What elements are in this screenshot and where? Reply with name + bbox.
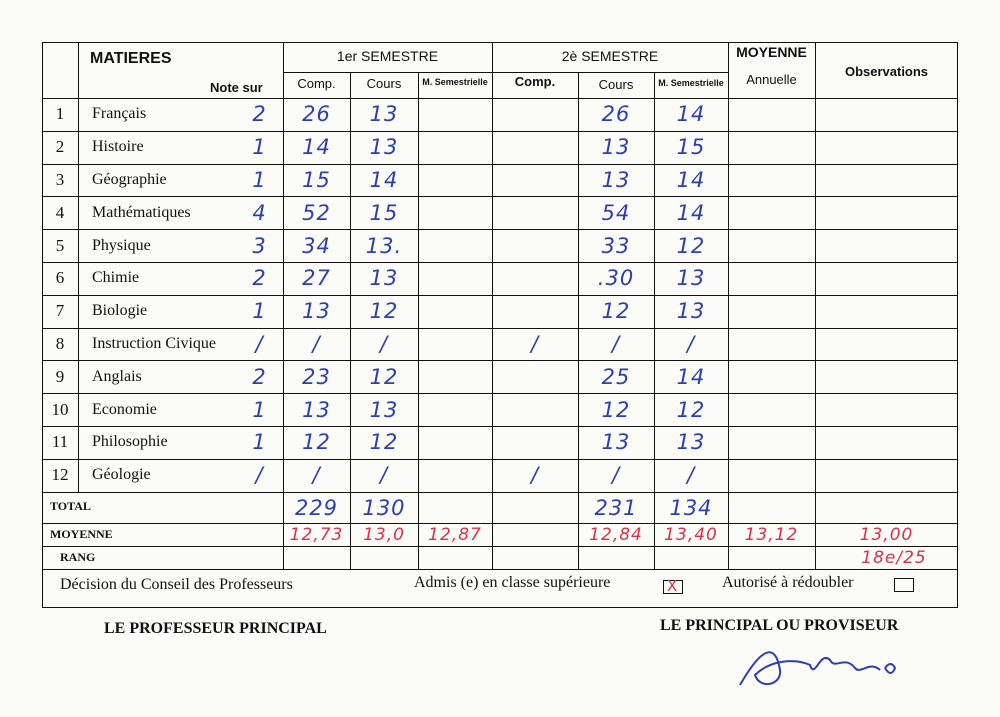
grade-cell: 12 (302, 430, 331, 455)
total-s1-cours: 130 (362, 495, 406, 520)
subject-name: Physique (92, 236, 151, 254)
total-s2-msem: 134 (669, 495, 713, 520)
note-sur-value: 1 (252, 299, 267, 324)
total-s1-comp: 229 (294, 495, 339, 520)
moyenne-s2-cours: 12,84 (589, 524, 643, 545)
grid-line (815, 42, 816, 569)
redoubler-checkbox[interactable] (894, 578, 914, 592)
header-matieres: MATIERES (90, 50, 172, 67)
grade-cell: / (379, 463, 389, 488)
grid-line (418, 72, 419, 569)
rang-label: RANG (60, 550, 96, 564)
grade-cell: 13 (302, 397, 331, 422)
grid-line (78, 42, 79, 492)
signature (720, 630, 920, 700)
header-s1-comp: Comp. (297, 76, 336, 91)
grade-cell: 14 (369, 167, 399, 192)
subject-name: Français (92, 105, 147, 123)
grade-cell: 54 (601, 200, 631, 225)
grade-cell: 12 (601, 397, 631, 422)
grade-cell: 12 (676, 397, 706, 422)
subject-name: Philosophie (92, 433, 168, 451)
grade-cell: 14 (676, 200, 706, 225)
header-s1-cours: Cours (366, 76, 402, 91)
grade-cell: 15 (676, 135, 706, 160)
grade-cell: 23 (302, 364, 331, 389)
row-number: 9 (55, 366, 65, 386)
principal-proviseur: LE PRINCIPAL OU PROVISEUR (660, 617, 899, 634)
header-moyenne: MOYENNE (736, 44, 807, 60)
subject-name: Chimie (92, 269, 140, 287)
subject-name: Economie (92, 400, 157, 418)
subject-name: Géologie (92, 466, 151, 484)
grade-cell: 12 (369, 299, 399, 324)
note-sur-value: / (255, 331, 264, 356)
header-note-sur: Note sur (210, 80, 263, 95)
grade-cell: / (611, 331, 621, 356)
header-observations: Observations (844, 64, 929, 79)
grade-cell (492, 262, 578, 295)
grade-cell: 26 (302, 102, 331, 127)
moyenne-label: MOYENNE (50, 527, 113, 541)
grid-line (42, 569, 958, 570)
grade-cell: 27 (302, 266, 331, 291)
grid-line (728, 42, 729, 569)
grid-line (283, 72, 728, 73)
note-sur-value: 1 (252, 167, 267, 192)
row-number: 10 (51, 399, 69, 419)
moyenne-s1-cours: 13,0 (363, 524, 405, 545)
subject-name: Biologie (92, 302, 148, 320)
grade-cell: / (686, 331, 696, 356)
note-sur-value: 2 (252, 102, 267, 127)
grade-cell (492, 229, 578, 262)
grade-cell: 13 (369, 135, 399, 160)
row-number: 1 (55, 104, 65, 124)
grade-cell (492, 131, 578, 164)
grade-cell: 13 (601, 430, 631, 455)
row-number: 4 (55, 202, 65, 222)
row-number: 3 (55, 169, 65, 189)
decision-admis: Admis (e) en classe supérieure (414, 574, 611, 591)
grade-cell: 13. (365, 233, 403, 258)
grade-cell: 15 (369, 200, 399, 225)
grade-cell: .30 (597, 266, 635, 291)
grade-cell: 25 (601, 364, 631, 389)
row-number: 8 (55, 333, 65, 353)
grade-cell (492, 360, 578, 393)
note-sur-value: 1 (252, 430, 267, 455)
row-number: 5 (55, 235, 65, 255)
note-sur-value: 1 (252, 135, 267, 160)
moyenne-s1-msem: 12,87 (428, 524, 482, 545)
grade-cell (492, 164, 578, 197)
grade-cell: 12 (369, 364, 399, 389)
grade-cell: 13 (676, 299, 706, 324)
grade-cell: 13 (302, 299, 331, 324)
grade-cell (492, 196, 578, 229)
moyenne-annuelle: 13,12 (744, 524, 799, 545)
grade-cell: 15 (302, 167, 331, 192)
note-sur-value: 1 (252, 397, 267, 422)
grade-cell: 13 (369, 102, 399, 127)
grade-cell: 52 (302, 200, 331, 225)
header-s2-comp: Comp. (514, 74, 556, 89)
grade-cell: 12 (369, 430, 399, 455)
row-number: 2 (55, 137, 65, 157)
decision-label: Décision du Conseil des Professeurs (60, 576, 293, 593)
grade-cell: 13 (676, 266, 706, 291)
grade-cell: 13 (676, 430, 706, 455)
grade-cell: 14 (302, 135, 331, 160)
row-number: 12 (51, 465, 69, 485)
grade-cell: / (530, 463, 540, 488)
grade-cell: / (686, 463, 696, 488)
grade-cell: 12 (601, 299, 631, 324)
row-number: 6 (55, 268, 65, 288)
grade-cell: 26 (601, 102, 631, 127)
note-sur-value: 2 (252, 266, 267, 291)
moyenne-observations: 13,00 (859, 524, 914, 545)
grade-cell: 34 (302, 233, 331, 258)
admis-checkbox[interactable] (663, 577, 683, 595)
subject-name: Instruction Civique (92, 334, 216, 352)
grade-cell: 13 (369, 397, 399, 422)
grade-cell: 13 (369, 266, 399, 291)
header-s1-msem: M. Semestrielle (422, 77, 488, 87)
total-label: TOTAL (50, 499, 91, 513)
grade-cell: 14 (676, 167, 706, 192)
decision-redoubler: Autorisé à rédoubler (722, 574, 854, 591)
grade-cell: / (379, 331, 389, 356)
grade-cell (492, 426, 578, 459)
grade-cell: / (611, 463, 621, 488)
note-sur-value: 3 (252, 233, 267, 258)
grade-cell: / (530, 331, 540, 356)
row-number: 7 (55, 301, 65, 321)
grade-cell: / (312, 331, 321, 356)
header-sem1: 1er SEMESTRE (336, 48, 439, 64)
total-s2-cours: 231 (594, 495, 638, 520)
grade-cell (492, 295, 578, 328)
moyenne-s2-msem: 13,40 (664, 524, 718, 545)
professeur-principal: LE PROFESSEUR PRINCIPAL (104, 620, 327, 637)
grade-cell: 13 (601, 167, 631, 192)
grid-line (42, 546, 958, 547)
grade-cell (492, 98, 578, 131)
grade-cell: 14 (676, 102, 706, 127)
header-sem2: 2è SEMESTRE (561, 48, 659, 64)
row-number: 11 (51, 432, 69, 452)
subject-name: Mathématiques (92, 203, 191, 221)
grade-cell: 12 (676, 233, 706, 258)
rang-value: 18e/25 (861, 547, 927, 568)
header-s2-cours: Cours (598, 77, 634, 92)
grade-cell (492, 393, 578, 426)
header-annuelle: Annuelle (746, 72, 797, 87)
moyenne-s1-comp: 12,73 (289, 524, 344, 545)
grade-cell: 14 (676, 364, 706, 389)
subject-name: Anglais (92, 367, 142, 385)
grade-cell: 33 (601, 233, 631, 258)
grid-line (42, 492, 958, 493)
note-sur-value: 4 (252, 200, 267, 225)
admis-check-mark: X (667, 577, 678, 595)
subject-name: Géographie (92, 170, 167, 188)
header-s2-msem: M. Semestrielle (658, 78, 724, 88)
note-sur-value: / (255, 463, 264, 488)
grade-cell: 13 (601, 135, 631, 160)
note-sur-value: 2 (252, 364, 267, 389)
subject-name: Histoire (92, 138, 144, 156)
grade-cell: / (312, 463, 321, 488)
